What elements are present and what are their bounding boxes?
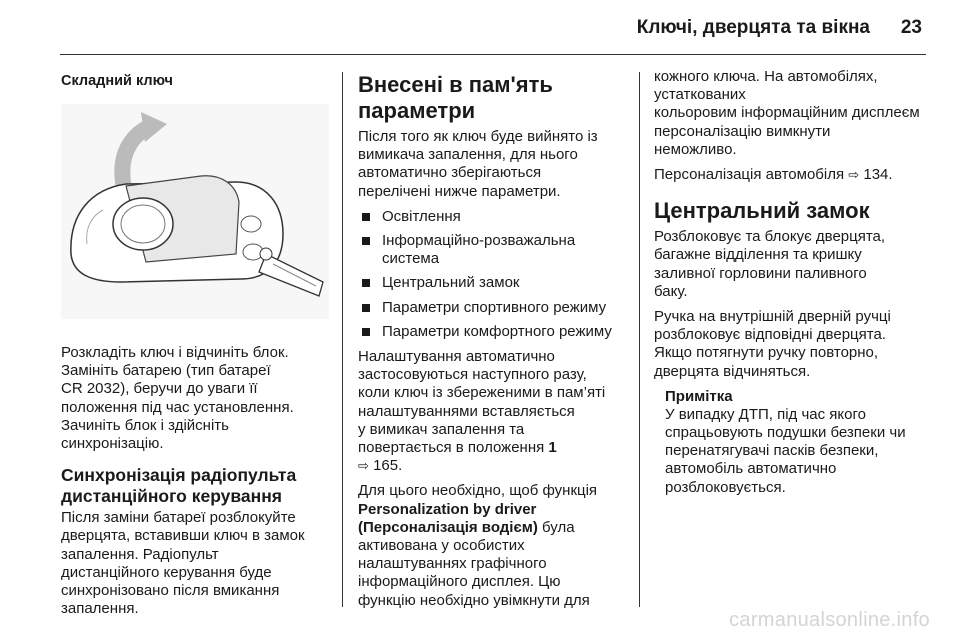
list-item: Інформаційно-розважальна система [358, 232, 628, 268]
key-battery-illustration-icon [61, 104, 329, 319]
note-text: У випадку ДТП, під час якого спрацьовують подушки безпеки чи перенатягувачі пасків безпеки, автомобіль автоматично розблоковується. [665, 405, 906, 496]
page-reference-link[interactable]: 134. [863, 166, 893, 184]
header-title: Ключі, дверцята та вікна [636, 17, 870, 38]
bullet-icon [362, 213, 370, 221]
column-1 [61, 72, 329, 625]
column-3 [654, 68, 944, 504]
list-item: Параметри комфортного режиму [358, 323, 628, 341]
settings-list [358, 208, 628, 341]
memorized-settings-heading: Внесені в пам'ять параметри [358, 72, 553, 123]
column-divider [342, 72, 343, 607]
reference-arrow-icon: ⇨ [358, 458, 369, 474]
auto-apply-text: Налаштування автоматично застосовуються наступного разу, коли ключ із збереженими в пам’яті налаштуваннями вставляється у вимикач запалення та повертається в положення 1 ⇨ 165. [358, 348, 606, 475]
bullet-icon [362, 328, 370, 336]
column-divider [639, 72, 640, 607]
page-header [60, 0, 926, 55]
personalization-continued-text: кожного ключа. На автомобілях, устаткованих кольоровим інформаційним дисплеєм персоналізацію вимкнути неможливо. [654, 68, 920, 158]
personalization-option-name: Personalization by driver [358, 500, 537, 518]
personalization-option-translation: (Персоналізація водієм) [358, 518, 538, 536]
page-reference-link[interactable]: 165. [373, 457, 403, 475]
vehicle-personalization-ref: Персоналізація автомобіля ⇨ 134. [654, 166, 893, 184]
memorized-settings-intro: Після того як ключ буде вийнято із вимикача запалення, для нього автоматично зберігаються перелічені нижче параметри. [358, 128, 598, 200]
column-2 [358, 72, 628, 617]
ignition-position: 1 [548, 439, 557, 457]
bullet-icon [362, 237, 370, 245]
list-item: Центральний замок [358, 274, 628, 292]
sync-text: Після заміни батареї розблокуйте дверцята, вставивши ключ в замок запалення. Радіопульт дистанційного керування буде синхронізовано після вмикання запалення. [61, 509, 305, 618]
watermark: carmanualsonline.info [729, 609, 930, 631]
sync-heading: Синхронізація радіопульта дистанційного керування [61, 465, 297, 507]
battery-replacement-text: Розкладіть ключ і відчиніть блок. Замініть батарею (тип батареї CR 2032), беручи до уваги її положення під час установлення. Зачиніть блок і здійсніть синхронізацію. [61, 344, 294, 453]
personalization-text: Для цього необхідно, щоб функція Personalization by driver (Персоналізація водієм) була активована у особистих налаштуваннях графічного інформаційного дисплея. Цю функцію необхідно увімкнути для [358, 482, 598, 609]
folding-key-heading: Складний ключ [61, 73, 173, 89]
list-item: Освітлення [358, 208, 628, 226]
bullet-icon [362, 304, 370, 312]
bullet-icon [362, 279, 370, 287]
central-locking-heading: Центральний замок [654, 198, 870, 224]
page-number: 23 [900, 17, 922, 38]
door-handle-text: Ручка на внутрішній дверній ручці розблоковує відповідні дверцята. Якщо потягнути ручку повторно, дверцята відчиняться. [654, 308, 891, 380]
note-title: Примітка [665, 387, 733, 405]
note-block [665, 388, 944, 497]
central-locking-text: Розблоковує та блокує дверцята, багажне відділення та кришку заливної горловини паливного баку. [654, 228, 886, 300]
list-item: Параметри спортивного режиму [358, 299, 628, 317]
reference-arrow-icon: ⇨ [848, 167, 860, 183]
